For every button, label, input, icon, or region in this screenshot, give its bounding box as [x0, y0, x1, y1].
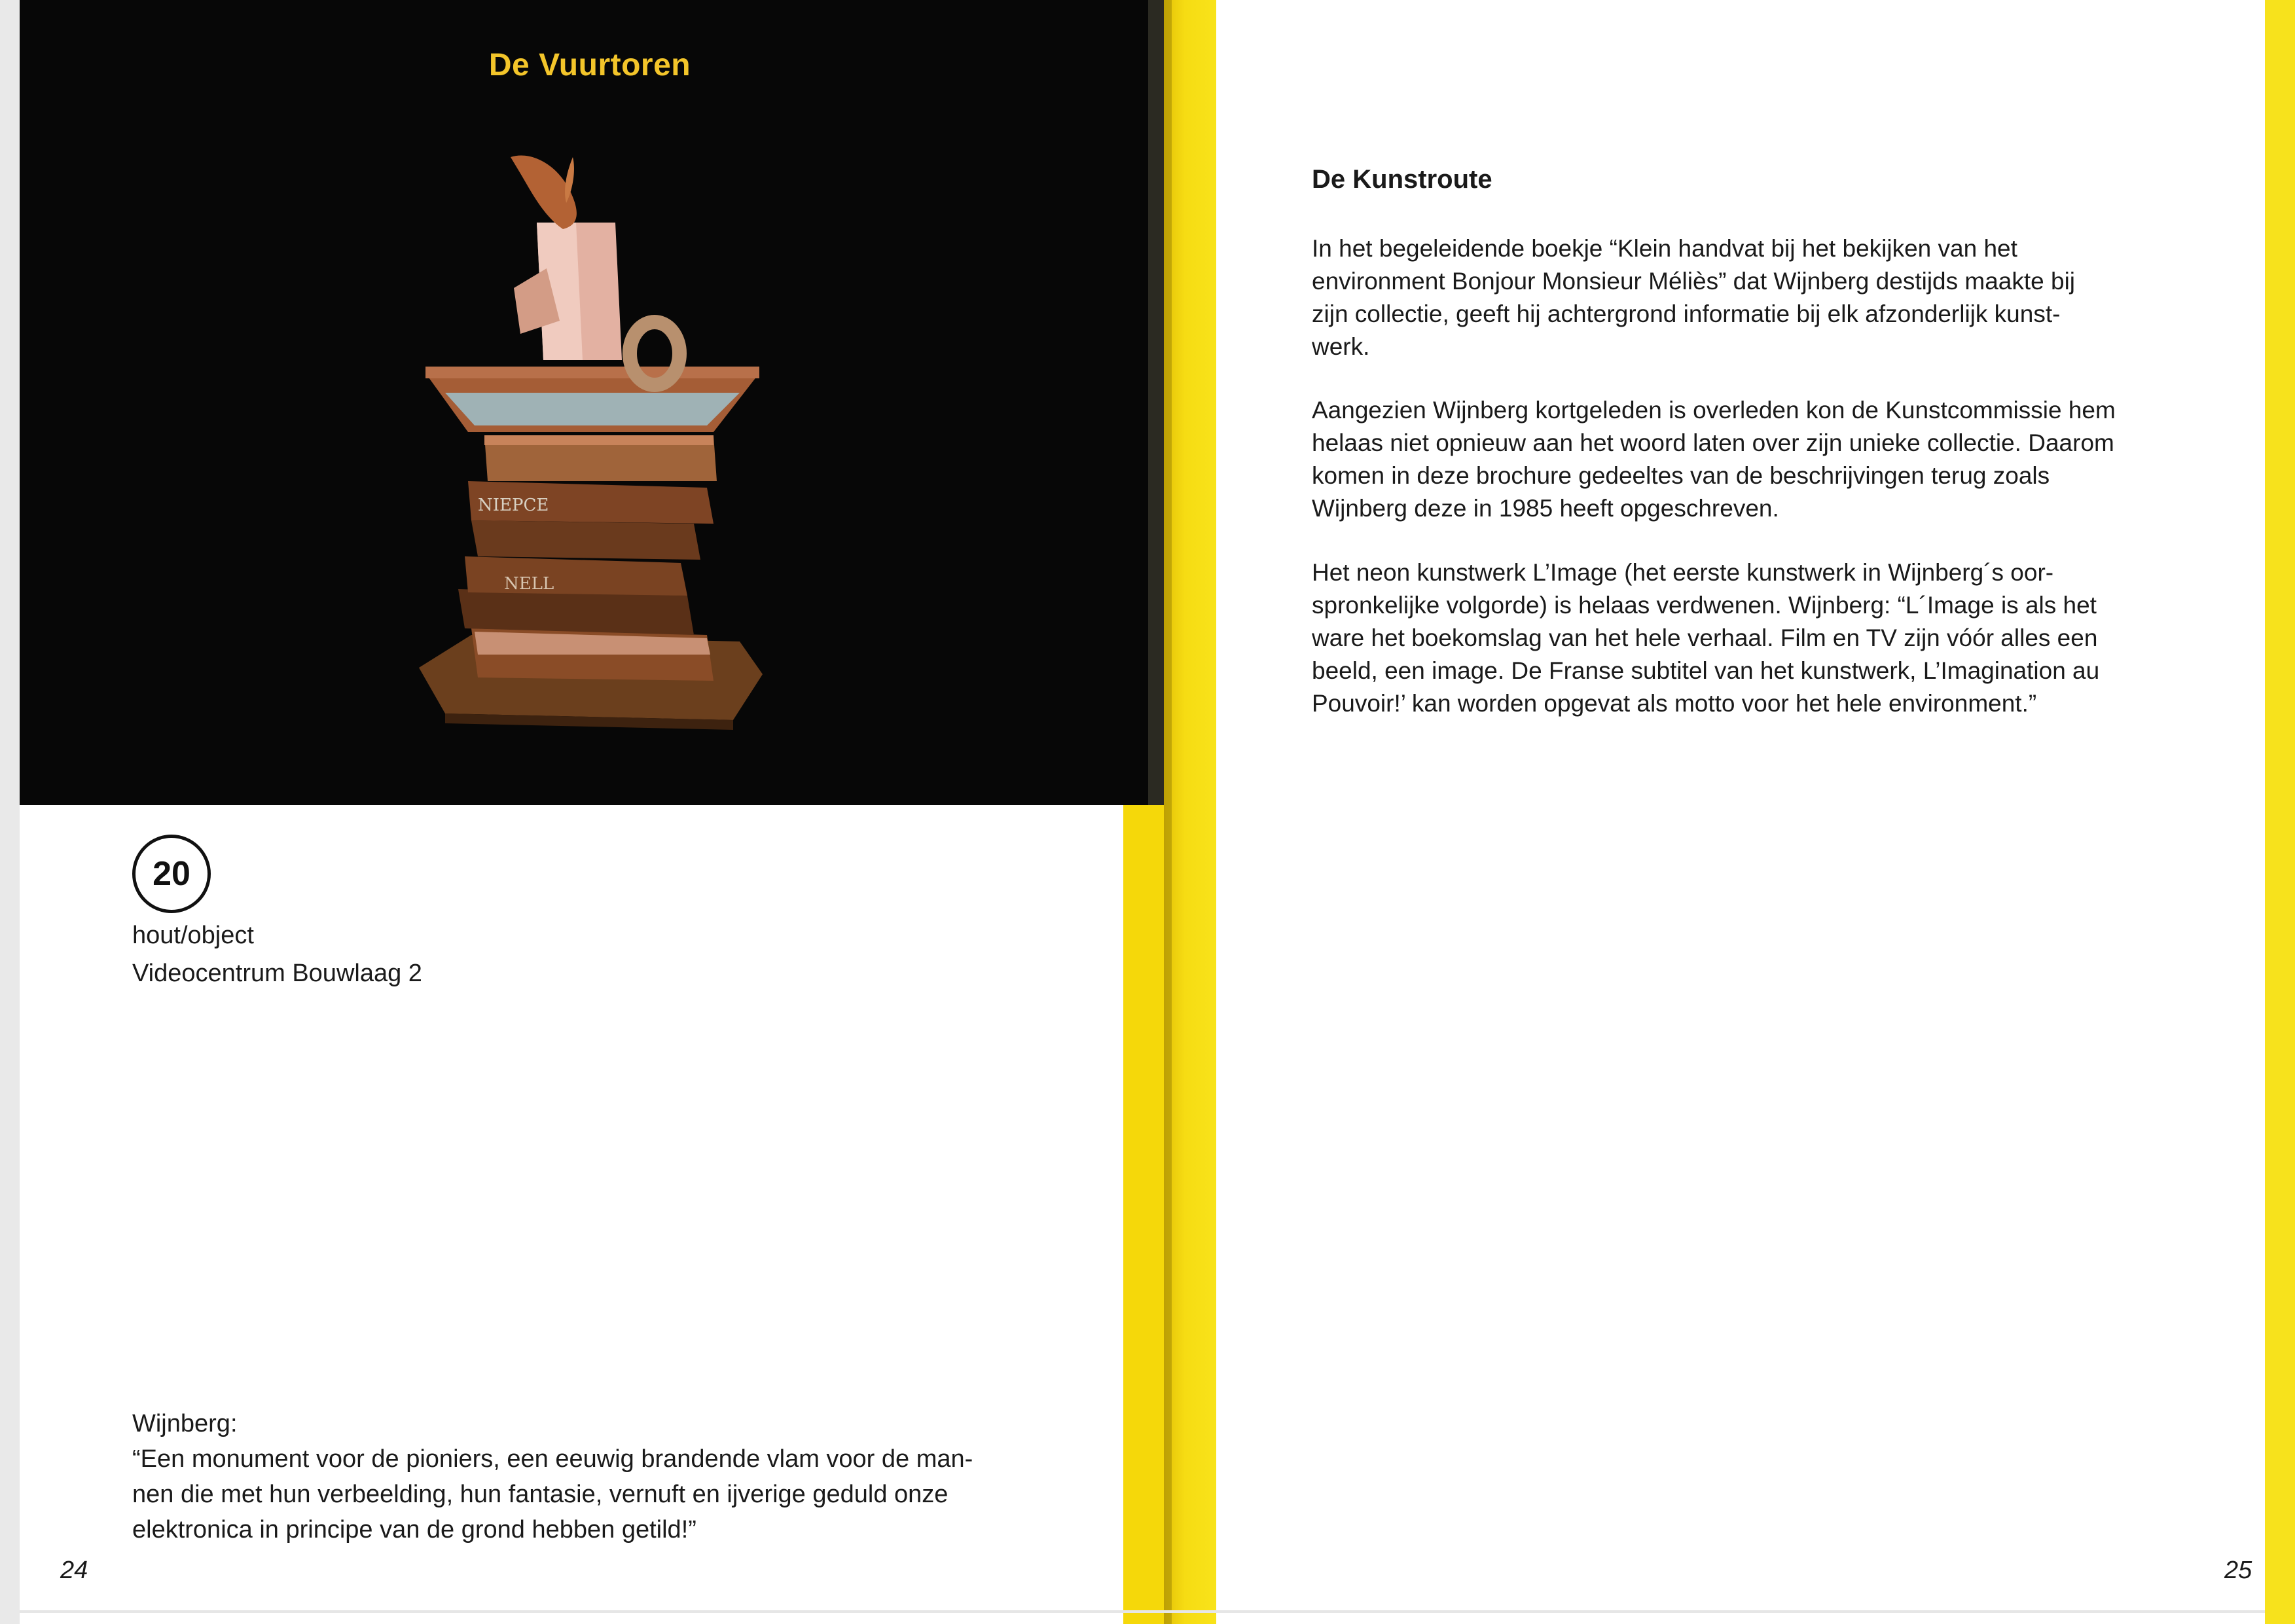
text-line: spronkelijke volgorde) is helaas verdwenen. Wijnberg: “L´Image is als het [1312, 592, 2097, 619]
book-3 [465, 556, 687, 596]
paragraph-1 [1312, 232, 2202, 363]
right-page-yellow-edge [2265, 0, 2295, 1624]
text-line: komen in deze brochure gedeeltes van de beschrijvingen terug zoals [1312, 462, 2050, 489]
text-line: Het neon kunstwerk L’Image (het eerste kunstwerk in Wijnberg´s oor- [1312, 559, 2054, 586]
artwork-location: Videocentrum Bouwlaag 2 [132, 960, 422, 987]
artwork-photo-panel [20, 0, 1160, 805]
wijnberg-quote [132, 1406, 1049, 1547]
page-number-right: 25 [2224, 1557, 2252, 1584]
page-number-left: 24 [60, 1557, 88, 1584]
quote-line: Wijnberg: [132, 1410, 238, 1437]
spine-dark-strip [1148, 0, 1164, 805]
left-page-edge [0, 0, 20, 1624]
book-spine-text-niepce: NIEPCE [478, 496, 549, 515]
text-line: zijn collectie, geeft hij achtergrond informatie bij elk afzonderlijk kunst- [1312, 300, 2061, 327]
text-line: beeld, een image. De Franse subtitel van het kunstwerk, L’Imagination au [1312, 657, 2100, 684]
paragraph-2 [1312, 394, 2202, 525]
artwork-material: hout/object [132, 922, 254, 949]
spine-yellow-strip-right [1164, 0, 1216, 1624]
quote-line: “Een monument voor de pioniers, een eeuwig brandende vlam voor de man- [132, 1445, 973, 1473]
text-line: werk. [1312, 333, 1370, 360]
text-line: In het begeleidende boekje “Klein handvat bij het bekijken van het [1312, 235, 2017, 262]
quote-line: nen die met hun verbeelding, hun fantasie, vernuft en ijverige geduld onze [132, 1481, 949, 1508]
text-line: helaas niet opnieuw aan het woord laten over zijn unieke collectie. Daarom [1312, 429, 2114, 456]
bottom-page-edge [20, 1610, 2265, 1613]
artwork-number-badge: 20 [132, 835, 211, 913]
spine-yellow-strip-left [1123, 805, 1164, 1624]
text-line: ware het boekomslag van het hele verhaal. Film en TV zijn vóór alles een [1312, 624, 2098, 651]
spine-gutter-shadow [1164, 0, 1172, 1624]
section-heading: De Kunstroute [1312, 165, 1492, 194]
book-4 [471, 520, 700, 560]
candle-on-books-sculpture-image [406, 137, 772, 753]
text-line: Wijnberg deze in 1985 heeft opgeschreven. [1312, 495, 1779, 522]
book-2 [458, 589, 694, 635]
paragraph-3 [1312, 556, 2202, 720]
text-line: Pouvoir!’ kan worden opgevat als motto voor het hele environment.” [1312, 690, 2037, 717]
quote-line: elektronica in principe van de grond hebben getild!” [132, 1516, 696, 1543]
book-spine-text-nell: NELL [504, 574, 554, 594]
text-line: Aangezien Wijnberg kortgeleden is overleden kon de Kunstcommissie hem [1312, 397, 2116, 424]
text-line: environment Bonjour Monsieur Méliès” dat Wijnberg destijds maakte bij [1312, 268, 2076, 295]
artwork-title: De Vuurtoren [488, 48, 691, 82]
